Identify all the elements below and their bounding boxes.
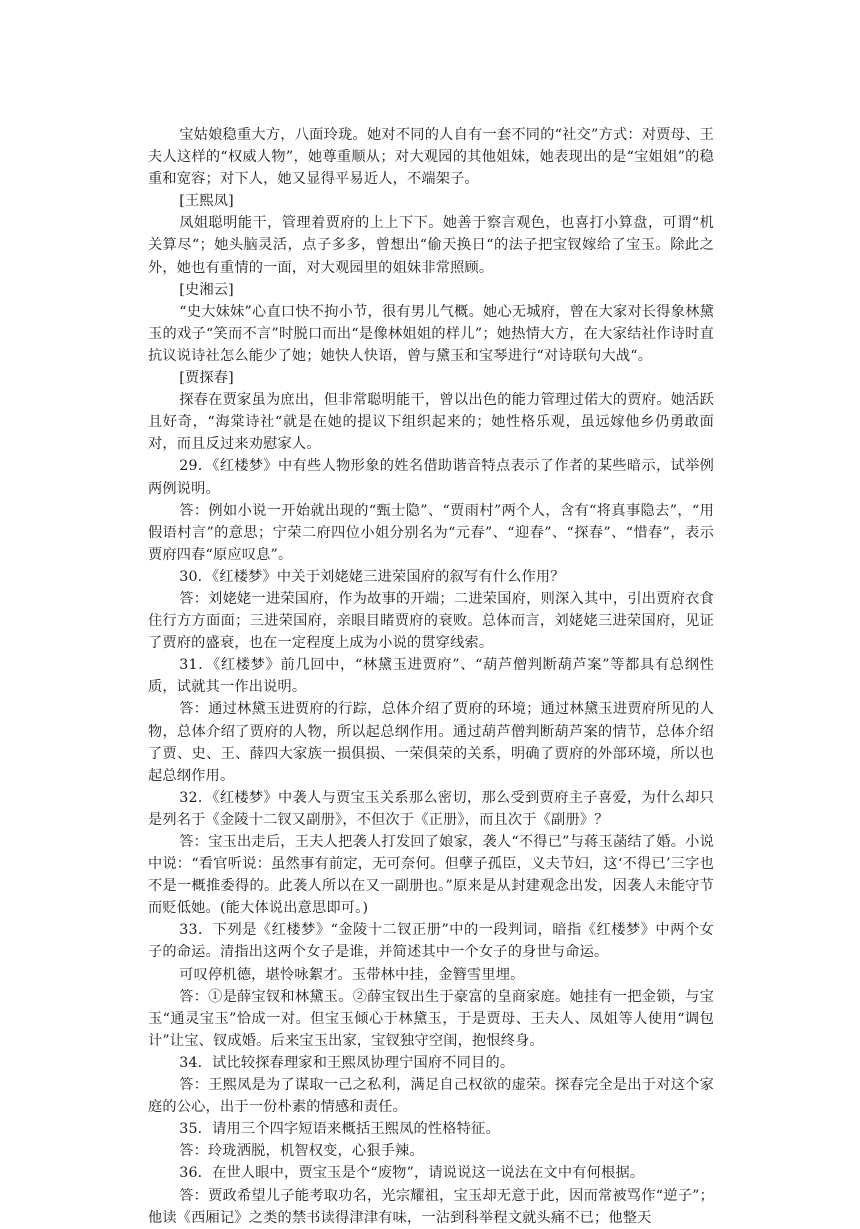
section-heading-shi-xiangyun: [史湘云] (179, 281, 234, 298)
paragraph: 凤姐聪明能干，管理着贾府的上上下下。她善于察言观色，也喜打小算盘，可谓“机关算尽“；她头脑灵活，点子多多，曾想出“偷天换日“的法子把宝钗嫁给了宝玉。除此之外，她也有重情的一面，对大观园里的姐妹非常照顾。 (148, 215, 714, 276)
answer-33: 答：①是薛宝钗和林黛玉。②薛宝钗出生于豪富的皇商家庭。她挂有一把金锁，与宝玉“通灵宝玉”恰成一对。但宝玉倾心于林黛玉，于是贾母、王夫人、凤姐等人使用“调包计”让宝、钗成婚。后来宝玉出家，宝钗独守空闺，抱恨终身。 (148, 988, 714, 1049)
answer-29: 答：例如小说一开始就出现的“甄士隐”、“贾雨村”两个人，含有“将真事隐去”，“用假语村言”的意思；宁荣二府四位小姐分别名为“元春”、“迎春”、“探春”、“惜春”，表示贾府四春“原应叹息”。 (148, 502, 714, 563)
paragraph: 探春在贾家虽为庶出，但非常聪明能干，曾以出色的能力管理过偌大的贾府。她活跃且好奇，“海棠诗社“就是在她的提议下组织起来的；她性格乐观，虽远嫁他乡仍勇敢面对，而且反过来劝慰家人。 (148, 392, 714, 453)
answer-36: 答：贾政希望儿子能考取功名，光宗耀祖，宝玉却无意于此，因而常被骂作“逆子”；他读《西厢记》之类的禁书读得津津有味，一沾到科举程文就头痛不已；他整天 (148, 1187, 714, 1226)
paragraph: 宝姑娘稳重大方，八面玲珑。她对不同的人自有一套不同的“社交”方式：对贾母、王夫人这样的“权威人物”，她尊重顺从；对大观园的其他姐妹，她表现出的是“宝姐姐”的稳重和宽容；对下人，她又显得平易近人，不端架子。 (148, 127, 714, 188)
question-35: 35．请用三个四字短语来概括王熙凤的性格特征。 (179, 1121, 500, 1138)
paragraph: “史大妹妹”心直口快不拘小节，很有男儿气概。她心无城府，曾在大家对长得象林黛玉的戏子“笑而不言”时脱口而出“是像林姐姐的样儿”；她热情大方，在大家结社作诗时直抗议说诗社怎么能少了她；她快人快语，曾与黛玉和宝琴进行“对诗联句大战“。 (148, 303, 714, 364)
answer-31: 答：通过林黛玉进贾府的行踪，总体介绍了贾府的环境；通过林黛玉进贾府所见的人物，总体介绍了贾府的人物，所以起总纲作用。通过葫芦僧判断葫芦案的情节，总体介绍了贾、史、王、薛四大家族一损俱损、一荣俱荣的关系，明确了贾府的外部环境，所以也起总纲作用。 (148, 701, 714, 784)
answer-30: 答：刘姥姥一进荣国府，作为故事的开端；二进荣国府，则深入其中，引出贾府衣食住行方方面面；三进荣国府，亲眼目睹贾府的衰败。总体而言，刘姥姥三进荣国府，见证了贾府的盛衰，也在一定程度上成为小说的贯穿线索。 (148, 590, 714, 652)
question-29: 29．《红楼梦》中有些人物形象的姓名借助谐音特点表示了作者的某些暗示，试举例两例说明。 (148, 458, 714, 497)
question-36: 36．在世人眼中，贾宝玉是个“废物”，请说说这一说法在文中有何根据。 (179, 1165, 645, 1182)
question-31: 31．《红楼梦》前几回中，“林黛玉进贾府”、“葫芦僧判断葫芦案”等都具有总纲性质，试就其一作出说明。 (148, 657, 714, 696)
section-heading-wang-xifeng: [王熙凤] (179, 193, 234, 210)
question-32: 32．《红楼梦》中袭人与贾宝玉关系那么密切，那么受到贾府主子喜爱，为什么却只是列名于《金陵十二钗又副册》，不但次于《正册》，而且次于《副册》？ (148, 789, 714, 828)
answer-32: 答：宝玉出走后，王夫人把袭人打发回了娘家，袭人“不得已”与蒋玉菡结了婚。小说中说：“看官听说：虽然事有前定，无可奈何。但孽子孤臣，义夫节妇，这‘不得已’三字也不是一概推委得的。此袭人所以在又一副册也。”原来是从封建观念出发，因袭人未能守节而贬低她。(能大体说出意思即可。) (148, 834, 714, 917)
question-33: 33．下列是《红楼梦》“金陵十二钗正册”中的一段判词，暗指《红楼梦》中两个女子的命运。清指出这两个女子是谁，并简述其中一个女子的身世与命运。 (148, 922, 714, 961)
section-heading-jia-tanchun: [贾探春] (179, 370, 234, 387)
question-34: 34．试比较探春理家和王熙凤协理宁国府不同目的。 (179, 1054, 515, 1071)
question-30: 30．《红楼梦》中关于刘姥姥三进荣国府的叙写有什么作用？ (179, 568, 565, 585)
answer-35: 答：玲珑洒脱，机智权变，心狠手辣。 (179, 1143, 424, 1160)
document-page (148, 124, 714, 1229)
answer-34: 答：王熙凤是为了谋取一己之私利，满足自己权欲的虚荣。探春完全是出于对这个家庭的公心，出于一份朴素的情感和责任。 (148, 1077, 714, 1116)
poem-quote: 可叹停机德，堪怜咏絮才。玉带林中挂，金簪雪里埋。 (179, 966, 525, 983)
